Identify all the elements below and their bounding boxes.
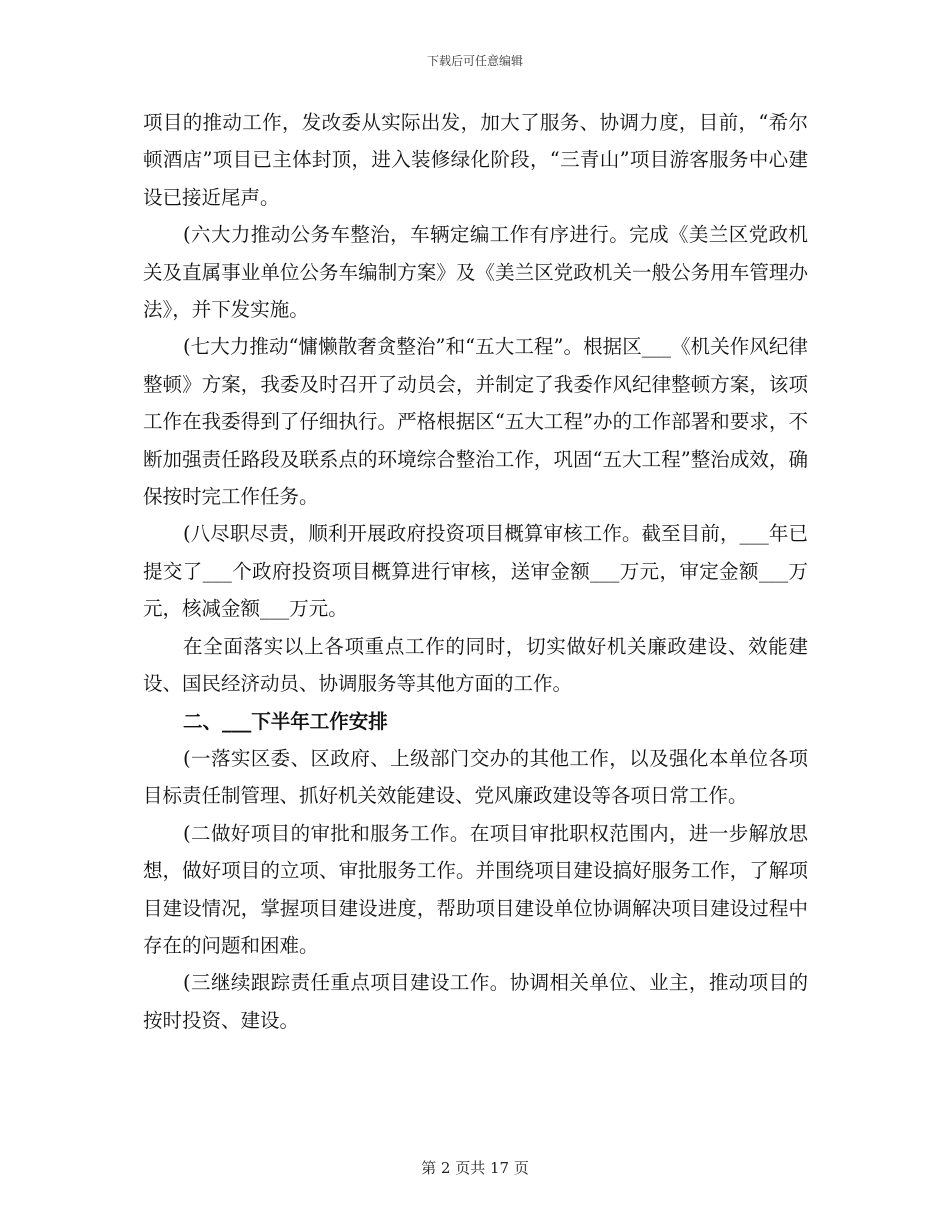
paragraph-3: (七大力推动“慵懒散奢贪整治”和“五大工程”。根据区___《机关作风纪律整顿》方案，我委及时召开了动员会，并制定了我委作风纪律整顿方案，该项工作在我委得到了仔细执行。严格根据区“五大工程”办的工作部署和要求，不断加强责任路段及联系点的环境综合整治工作，巩固“五大工程”整治成效，确保按时完工作任务。 — [143, 335, 808, 509]
section-heading: 二、___下半年工作安排 — [183, 709, 388, 733]
document-body — [143, 104, 808, 1039]
paragraph-4: (八尽职尽责，顺利开展政府投资项目概算审核工作。截至目前，___年已提交了___个政府投资项目概算进行审核，送审金额___万元，审定金额___万元，核减金额___万元。 — [143, 522, 808, 621]
page-header: 下载后可任意编辑 — [426, 54, 523, 68]
page-footer: 第 2 页共 17 页 — [421, 1159, 529, 1177]
paragraph-7: (一落实区委、区政府、上级部门交办的其他工作，以及强化本单位各项目标责任制管理、抓好机关效能建设、党风廉政建设等各项日常工作。 — [143, 746, 808, 808]
paragraph-2: (六大力推动公务车整治，车辆定编工作有序进行。完成《美兰区党政机关及直属事业单位公务车编制方案》及《美兰区党政机关一般公务用车管理办法》，并下发实施。 — [143, 223, 808, 322]
paragraph-8: (二做好项目的审批和服务工作。在项目审批职权范围内，进一步解放思想，做好项目的立项、审批服务工作。并围绕项目建设搞好服务工作，了解项目建设情况，掌握项目建设进度，帮助项目建设单位协调解决项目建设过程中存在的问题和困难。 — [143, 821, 808, 957]
paragraph-1: 项目的推动工作，发改委从实际出发，加大了服务、协调力度，目前，“希尔顿酒店”项目已主体封顶，进入装修绿化阶段，“三青山”项目游客服务中心建设已接近尾声。 — [143, 111, 808, 209]
paragraph-5: 在全面落实以上各项重点工作的同时，切实做好机关廉政建设、效能建设、国民经济动员、协调服务等其他方面的工作。 — [143, 634, 808, 696]
paragraph-9: (三继续跟踪责任重点项目建设工作。协调相关单位、业主，推动项目的按时投资、建设。 — [143, 971, 808, 1032]
